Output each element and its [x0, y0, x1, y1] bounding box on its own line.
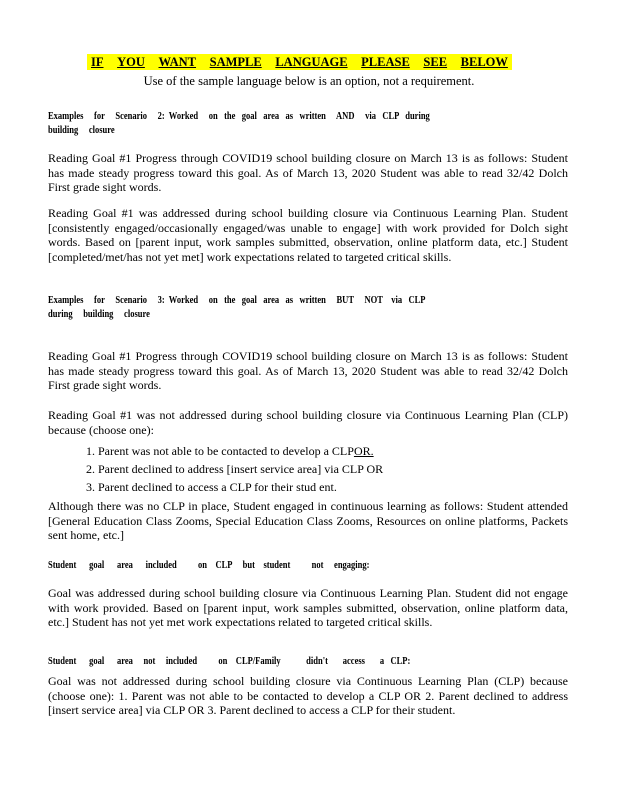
- banner-word: IF: [91, 54, 104, 69]
- banner-word: PLEASE: [361, 54, 410, 69]
- list-item-text: 1. Parent was not able to be contacted to develop a CLP: [86, 444, 354, 458]
- paragraph: Goal was not addressed during school building closure via Continuous Learning Plan (CLP) because (choose one): 1. Parent was not able to be contacted to develop a CLP OR 2. Parent declined to address [insert service area] via CLP OR 3. Parent declined to access a CLP for their student.: [48, 674, 568, 717]
- banner-word: LANGUAGE: [275, 54, 348, 69]
- list-item-tail: OR.: [353, 444, 374, 458]
- banner-word: BELOW: [460, 54, 508, 69]
- paragraph: Although there was no CLP in place, Student engaged in continuous learning as follows: Student attended [General Education Class Zooms, Special Education Class Zooms, Resources on online platforms, Packets sent home, etc.]: [48, 499, 568, 542]
- list-item: 2. Parent declined to address [insert service area] via CLP OR: [86, 462, 384, 476]
- sample-language-banner: [87, 54, 512, 70]
- banner-word: SEE: [423, 54, 448, 69]
- banner-word: WANT: [158, 54, 197, 69]
- banner-word: SAMPLE: [209, 54, 262, 69]
- section-heading-not-engaging: Student goal area included on CLP but student not engaging:: [48, 560, 370, 571]
- subtitle: Use of the sample language below is an option, not a requirement.: [143, 74, 475, 88]
- paragraph: Goal was addressed during school building closure via Continuous Learning Plan. Student did not engage with work provided. Based on [parent input, work samples submitted, observation, online platform data, etc.] Student has not yet met work expectations related to targeted critical skills.: [48, 586, 568, 629]
- heading-line: during building closure: [48, 309, 150, 320]
- heading-line: Examples for Scenario 2: Worked on the goal area as written AND via CLP during: [48, 111, 430, 122]
- paragraph: Reading Goal #1 Progress through COVID19 school building closure on March 13 is as follows: Student has made steady progress toward this goal. As of March 13, 2020 Student was able to read 32/42 Dolch First grade sight words.: [48, 151, 568, 194]
- section-heading-scenario-3: [48, 294, 541, 322]
- heading-line: Examples for Scenario 3: Worked on the goal area as written BUT NOT via CLP: [48, 295, 426, 306]
- heading-line: building closure: [48, 125, 115, 136]
- section-heading-scenario-2: [48, 110, 541, 138]
- paragraph: Reading Goal #1 was not addressed during school building closure via Continuous Learning Plan (CLP) because (choose one):: [48, 408, 568, 437]
- list-item: 3. Parent declined to access a CLP for their stud ent.: [86, 480, 337, 494]
- paragraph: Reading Goal #1 Progress through COVID19 school building closure on March 13 is as follows: Student has made steady progress toward this goal. As of March 13, 2020 Student was able to read 32/42 Dolch First grade sight words.: [48, 349, 568, 392]
- banner-word: YOU: [117, 54, 145, 69]
- list-item: [86, 444, 374, 458]
- paragraph: Reading Goal #1 was addressed during school building closure via Continuous Learning Plan. Student [consistently engaged/occasionally engaged/was unable to engage] with work provided for Dolch sight words. Based on [parent input, work samples submitted, observation, online platform data, etc.] Student [completed/met/has not yet met] work expectations related to targeted critical skills.: [48, 206, 568, 264]
- section-heading-not-included: Student goal area not included on CLP/Family didn't access a CLP:: [48, 656, 411, 667]
